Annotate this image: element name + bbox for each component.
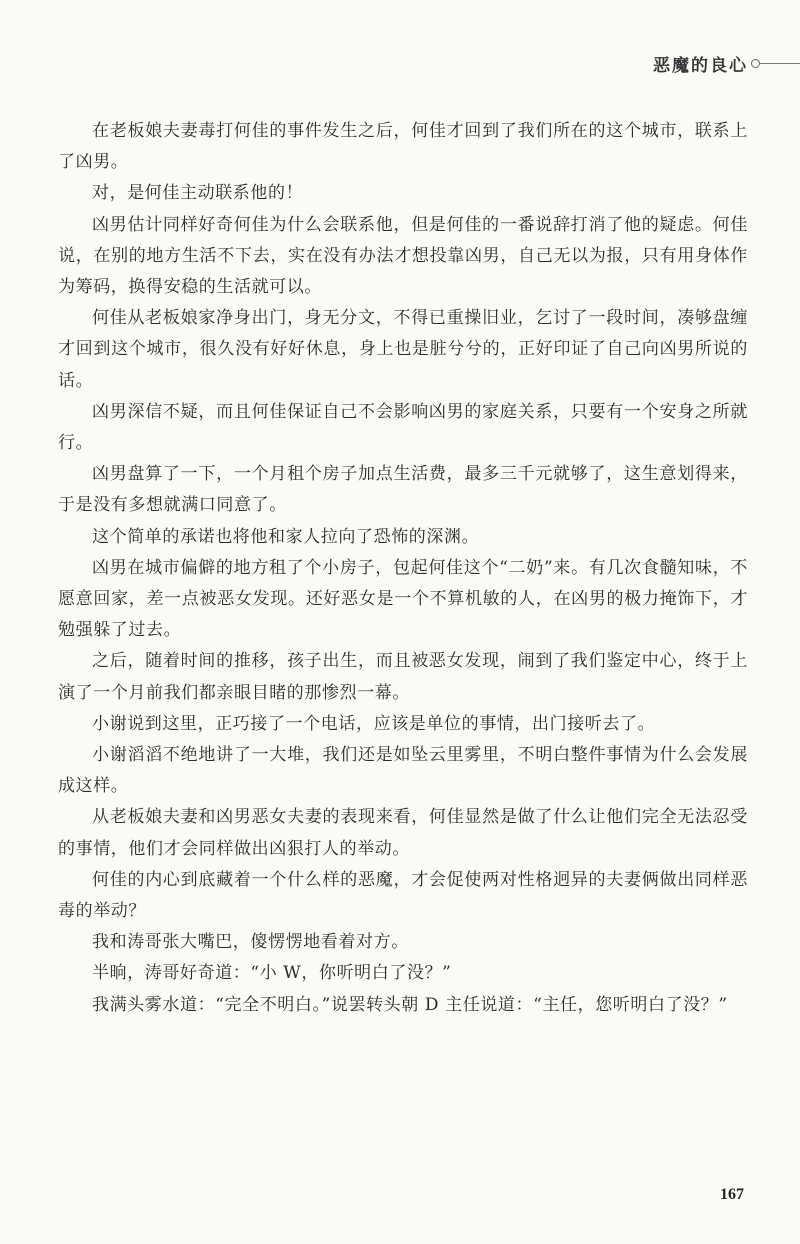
paragraph: 在老板娘夫妻毒打何佳的事件发生之后，何佳才回到了我们所在的这个城市，联系上了凶男。	[58, 121, 748, 173]
header-rule	[760, 63, 800, 64]
chapter-title: 恶魔的良心	[653, 56, 748, 76]
paragraph: 之后，随着时间的推移，孩子出生，而且被恶女发现，闹到了我们鉴定中心，终于上演了一个月前我们都亲眼目睹的那惨烈一幕。	[58, 651, 748, 703]
paragraph: 半晌，涛哥好奇道：“小 W，你听明白了没？”	[92, 963, 452, 984]
paragraph: 小谢滔滔不绝地讲了一大堆，我们还是如坠云里雾里，不明白整件事情为什么会发展成这样。	[58, 745, 748, 797]
paragraph: 从老板娘夫妻和凶男恶女夫妻的表现来看，何佳显然是做了什么让他们完全无法忍受的事情，他们才会同样做出凶狠打人的举动。	[58, 807, 748, 859]
running-header	[480, 48, 800, 76]
paragraph: 我和涛哥张大嘴巴，傻愣愣地看着对方。	[92, 932, 409, 953]
paragraph: 凶男深信不疑，而且何佳保证自己不会影响凶男的家庭关系，只要有一个安身之所就行。	[58, 401, 748, 454]
paragraph: 我满头雾水道：“完全不明白。”说罢转头朝 D 主任说道：“主任，您听明白了没？”	[92, 994, 728, 1015]
paragraph: 小谢说到这里，正巧接了一个电话，应该是单位的事情，出门接听去了。	[92, 713, 656, 734]
paragraph: 凶男盘算了一下，一个月租个房子加点生活费，最多三千元就够了，这生意划得来，于是没有多想就满口同意了。	[58, 464, 748, 516]
circle-ornament-icon	[751, 59, 760, 68]
body-text	[58, 116, 748, 1021]
paragraph: 何佳的内心到底藏着一个什么样的恶魔，才会促使两对性格迥异的夫妻俩做出同样恶毒的举动？	[58, 869, 748, 922]
page-number: 167	[720, 1186, 744, 1203]
paragraph: 这个简单的承诺也将他和家人拉向了恐怖的深渊。	[92, 526, 480, 547]
paragraph: 对，是何佳主动联系他的！	[92, 183, 304, 204]
paragraph: 何佳从老板娘家净身出门，身无分文，不得已重操旧业，乞讨了一段时间，凑够盘缠才回到这个城市，很久没有好好休息，身上也是脏兮兮的，正好印证了自己向凶男所说的话。	[58, 308, 748, 391]
paragraph: 凶男估计同样好奇何佳为什么会联系他，但是何佳的一番说辞打消了他的疑虑。何佳说，在别的地方生活不下去，实在没有办法才想投靠凶男，自己无以为报，只有用身体作为筹码，换得安稳的生活就可以。	[58, 214, 748, 298]
paragraph: 凶男在城市偏僻的地方租了个小房子，包起何佳这个“二奶”来。有几次食髓知味，不愿意回家，差一点被恶女发现。还好恶女是一个不算机敏的人，在凶男的极力掩饰下，才勉强躲了过去。	[58, 557, 748, 641]
